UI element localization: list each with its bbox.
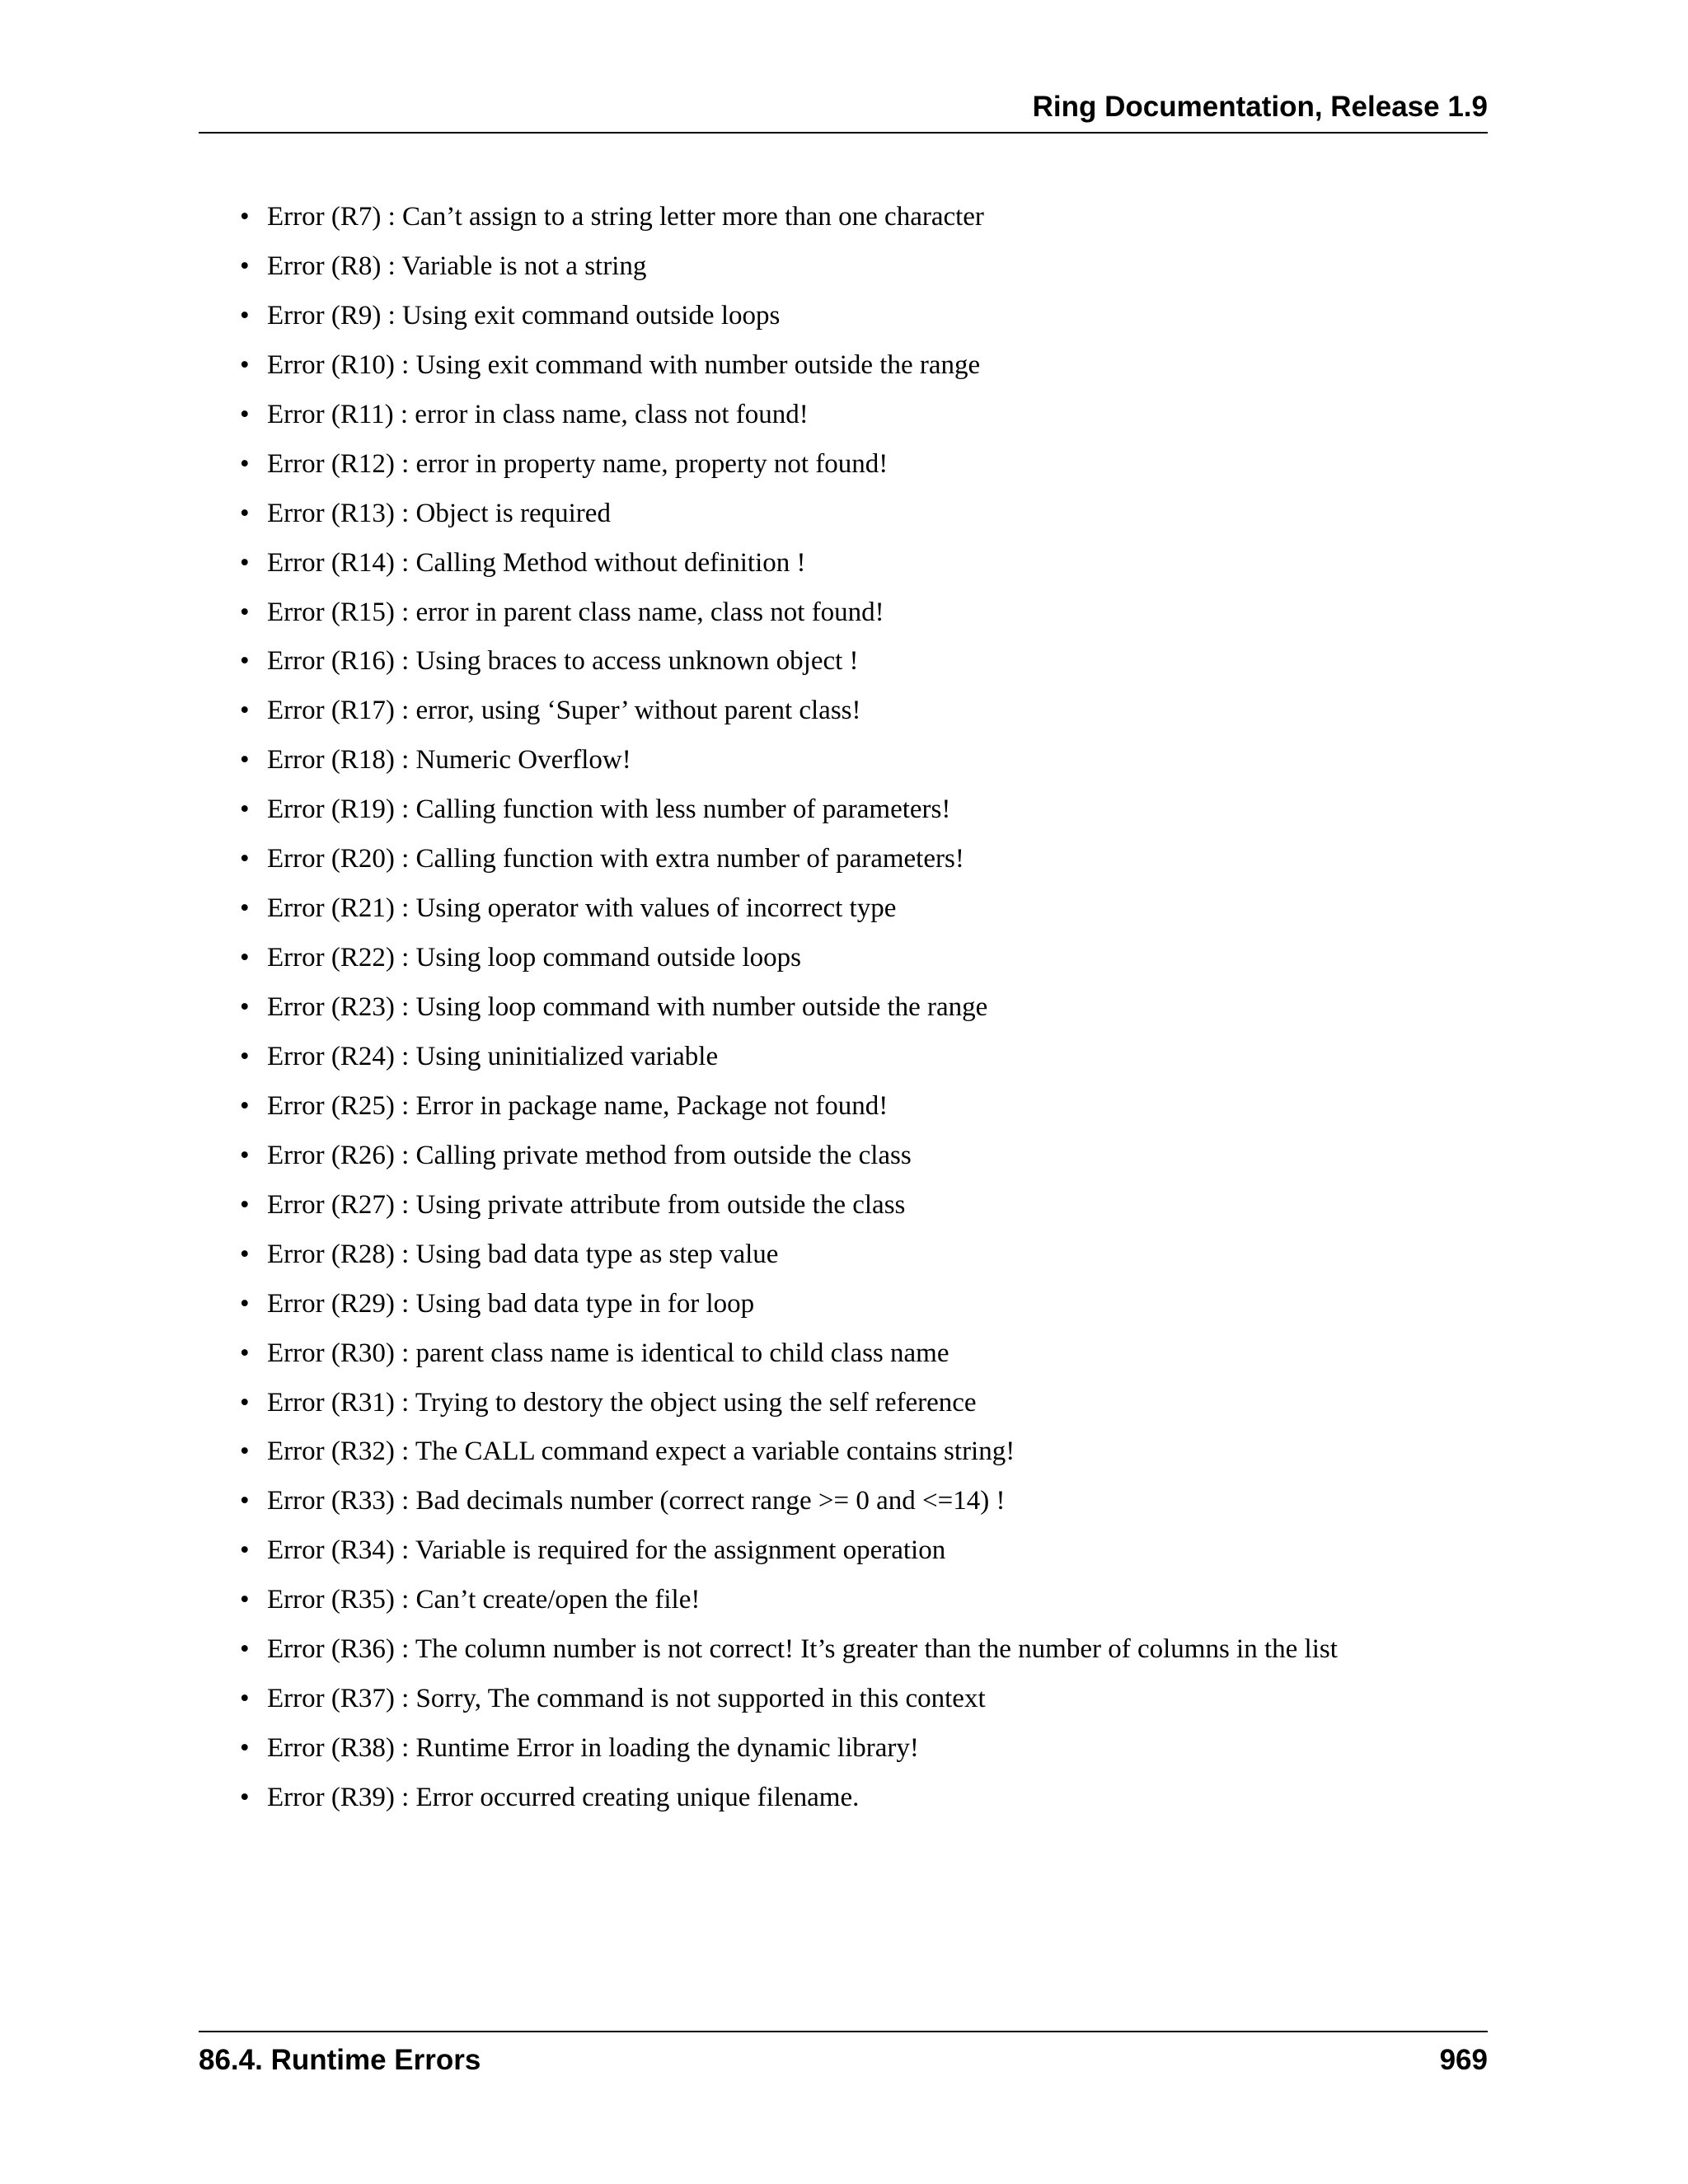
list-item — [236, 341, 1338, 391]
list-item — [236, 1724, 1338, 1774]
bullet-icon: • — [240, 1239, 250, 1269]
error-text: Error (R26) : Calling private method from outside the class — [267, 1140, 912, 1170]
error-text: Error (R24) : Using uninitialized variable — [267, 1041, 719, 1071]
list-item — [236, 242, 1338, 292]
bullet-icon: • — [240, 597, 250, 627]
list-item — [236, 1329, 1338, 1379]
error-text: Error (R38) : Runtime Error in loading the dynamic library! — [267, 1733, 919, 1764]
list-item — [236, 1526, 1338, 1576]
error-text: Error (R19) : Calling function with less number of parameters! — [267, 794, 951, 825]
error-text: Error (R35) : Can’t create/open the file! — [267, 1585, 701, 1615]
bullet-icon: • — [240, 1733, 250, 1764]
bullet-icon: • — [240, 251, 250, 281]
error-text: Error (R30) : parent class name is identical to child class name — [267, 1338, 950, 1368]
bullet-icon: • — [240, 745, 250, 776]
list-item — [236, 440, 1338, 490]
bullet-icon: • — [240, 300, 250, 330]
list-item — [236, 1774, 1338, 1823]
list-item — [236, 835, 1338, 884]
bullet-icon: • — [240, 943, 250, 973]
bullet-icon: • — [240, 349, 250, 380]
list-item — [236, 391, 1338, 440]
list-item — [236, 1280, 1338, 1329]
list-item — [236, 490, 1338, 539]
bullet-icon: • — [240, 1189, 250, 1220]
error-text: Error (R28) : Using bad data type as step value — [267, 1239, 779, 1269]
bullet-icon: • — [240, 1041, 250, 1071]
error-text: Error (R9) : Using exit command outside loops — [267, 300, 781, 330]
error-text: Error (R7) : Can’t assign to a string letter more than one character — [267, 202, 984, 232]
bullet-icon: • — [240, 202, 250, 232]
list-item — [236, 1625, 1338, 1675]
error-text: Error (R10) : Using exit command with number outside the range — [267, 349, 981, 380]
list-item — [236, 1675, 1338, 1724]
error-text: Error (R37) : Sorry, The command is not supported in this context — [267, 1684, 986, 1714]
error-text: Error (R25) : Error in package name, Package not found! — [267, 1090, 889, 1121]
bullet-icon: • — [240, 1387, 250, 1418]
bullet-icon: • — [240, 399, 250, 429]
bullet-icon: • — [240, 498, 250, 528]
bullet-icon: • — [240, 1338, 250, 1368]
bullet-icon: • — [240, 1140, 250, 1170]
error-text: Error (R32) : The CALL command expect a variable contains string! — [267, 1436, 1015, 1467]
bullet-icon: • — [240, 893, 250, 924]
bullet-icon: • — [240, 794, 250, 825]
bullet-icon: • — [240, 1535, 250, 1566]
error-text: Error (R13) : Object is required — [267, 498, 611, 528]
list-item — [236, 1230, 1338, 1280]
list-item — [236, 687, 1338, 736]
error-text: Error (R14) : Calling Method without definition ! — [267, 547, 806, 578]
bullet-icon: • — [240, 448, 250, 479]
error-text: Error (R20) : Calling function with extra number of parameters! — [267, 844, 964, 874]
page-footer — [199, 2031, 1488, 2082]
page-number: 969 — [1439, 2044, 1488, 2076]
list-item — [236, 884, 1338, 934]
bullet-icon: • — [240, 1783, 250, 1812]
bullet-icon: • — [240, 1436, 250, 1467]
bullet-icon: • — [240, 992, 250, 1022]
error-text: Error (R17) : error, using ‘Super’ without parent class! — [267, 696, 861, 726]
bullet-icon: • — [240, 1090, 250, 1121]
list-item — [236, 588, 1338, 638]
error-text: Error (R36) : The column number is not correct! It’s greater than the number of columns in the list — [267, 1634, 1338, 1665]
bullet-icon: • — [240, 1486, 250, 1516]
bullet-icon: • — [240, 696, 250, 726]
bullet-icon: • — [240, 1288, 250, 1319]
list-item — [236, 1082, 1338, 1132]
bullet-icon: • — [240, 547, 250, 578]
error-text: Error (R15) : error in parent class name, class not found! — [267, 597, 884, 627]
error-text: Error (R12) : error in property name, property not found! — [267, 448, 889, 479]
error-text: Error (R21) : Using operator with values of incorrect type — [267, 893, 897, 924]
list-item — [236, 1379, 1338, 1428]
list-item — [236, 1576, 1338, 1625]
error-text: Error (R34) : Variable is required for the assignment operation — [267, 1535, 946, 1566]
error-text: Error (R22) : Using loop command outside loops — [267, 943, 802, 973]
list-item — [236, 785, 1338, 835]
section-title: 86.4. Runtime Errors — [199, 2044, 481, 2076]
list-item — [236, 1181, 1338, 1230]
bullet-icon: • — [240, 844, 250, 874]
error-text: Error (R27) : Using private attribute from outside the class — [267, 1189, 906, 1220]
list-item — [236, 736, 1338, 785]
list-item — [236, 1132, 1338, 1181]
list-item — [236, 637, 1338, 687]
page-header — [199, 87, 1488, 134]
list-item — [236, 983, 1338, 1033]
runtime-errors-list — [236, 193, 1338, 1823]
bullet-icon: • — [240, 1684, 250, 1714]
error-text: Error (R16) : Using braces to access unknown object ! — [267, 646, 859, 677]
error-text: Error (R39) : Error occurred creating unique filename. — [267, 1783, 860, 1812]
error-text: Error (R23) : Using loop command with number outside the range — [267, 992, 988, 1022]
list-item — [236, 1477, 1338, 1526]
bullet-icon: • — [240, 1585, 250, 1615]
error-text: Error (R29) : Using bad data type in for loop — [267, 1288, 755, 1319]
error-text: Error (R33) : Bad decimals number (correct range >= 0 and <=14) ! — [267, 1486, 1006, 1516]
list-item — [236, 934, 1338, 983]
list-item — [236, 193, 1338, 242]
list-item — [236, 1427, 1338, 1477]
list-item — [236, 539, 1338, 588]
bullet-icon: • — [240, 1634, 250, 1665]
document-title: Ring Documentation, Release 1.9 — [1032, 91, 1488, 123]
list-item — [236, 1033, 1338, 1082]
error-text: Error (R18) : Numeric Overflow! — [267, 745, 631, 776]
error-text: Error (R8) : Variable is not a string — [267, 251, 647, 281]
bullet-icon: • — [240, 646, 250, 677]
error-text: Error (R11) : error in class name, class not found! — [267, 399, 809, 429]
error-text: Error (R31) : Trying to destory the object using the self reference — [267, 1387, 977, 1418]
list-item — [236, 292, 1338, 341]
